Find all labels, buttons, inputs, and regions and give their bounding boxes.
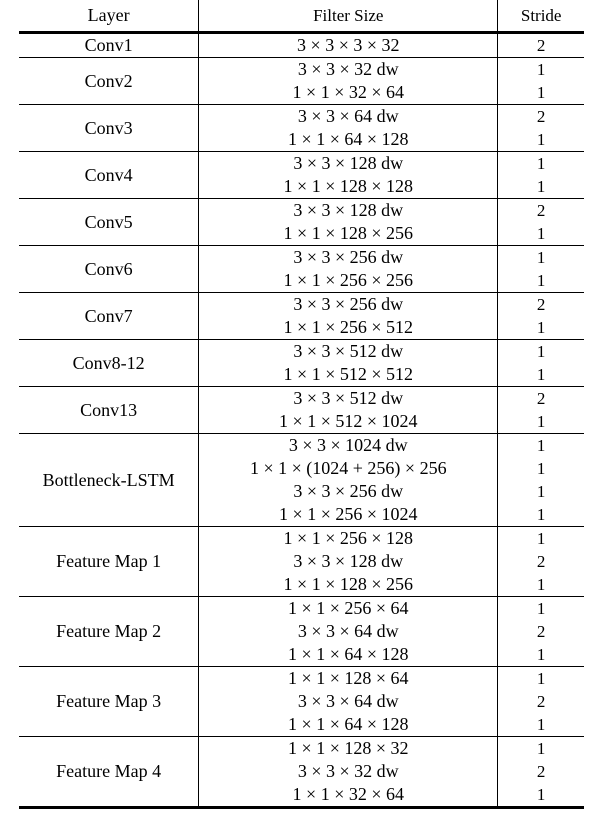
stride-value: 1 bbox=[536, 248, 546, 267]
stride-value: 1 bbox=[536, 482, 546, 501]
stride-cell bbox=[498, 152, 584, 199]
filter-size-cell bbox=[199, 152, 498, 199]
layer-name-cell: Conv2 bbox=[84, 70, 133, 91]
stride-cell bbox=[498, 387, 584, 434]
layer-name-cell: Conv8-12 bbox=[72, 352, 145, 373]
layer-name-cell: Feature Map 2 bbox=[56, 621, 162, 641]
stride-cell bbox=[498, 737, 584, 808]
stride-value: 1 bbox=[536, 505, 546, 524]
filter-size-line: 3 × 3 × 64 dw bbox=[297, 691, 399, 711]
filter-size-line: 1 × 1 × 256 × 512 bbox=[283, 317, 414, 337]
filter-size-line: 3 × 3 × 512 dw bbox=[293, 341, 404, 361]
stride-value: 1 bbox=[536, 436, 546, 455]
stride-cell bbox=[498, 199, 584, 246]
filter-size-cell bbox=[199, 340, 498, 387]
header-layer: Layer bbox=[19, 0, 199, 33]
filter-size-line: 1 × 1 × 512 × 1024 bbox=[279, 411, 418, 431]
stride-value: 1 bbox=[536, 575, 546, 594]
filter-size-cell bbox=[199, 246, 498, 293]
table-container bbox=[19, 0, 584, 809]
filter-size-line: 3 × 3 × 64 dw bbox=[297, 621, 399, 641]
filter-size-cell bbox=[199, 667, 498, 737]
filter-size-line: 3 × 3 × 1024 dw bbox=[288, 435, 408, 455]
table-row bbox=[19, 667, 584, 737]
layer-group bbox=[19, 293, 584, 340]
stride-value: 1 bbox=[536, 271, 546, 290]
stride-cell bbox=[498, 105, 584, 152]
layer-name-cell: Conv3 bbox=[84, 117, 133, 138]
stride-value: 1 bbox=[536, 715, 546, 734]
stride-cell bbox=[498, 527, 584, 597]
table-row bbox=[19, 527, 584, 597]
stride-value: 1 bbox=[536, 412, 546, 431]
filter-size-line: 3 × 3 × 64 dw bbox=[297, 106, 399, 126]
stride-value: 1 bbox=[536, 365, 546, 384]
filter-size-line: 3 × 3 × 32 dw bbox=[297, 761, 399, 781]
layer-name-cell: Conv7 bbox=[84, 305, 133, 326]
stride-value: 2 bbox=[536, 201, 546, 220]
stride-value: 1 bbox=[536, 669, 546, 688]
stride-cell bbox=[498, 434, 584, 527]
stride-value: 1 bbox=[536, 177, 546, 196]
layer-name-cell: Conv5 bbox=[84, 211, 133, 232]
table-row bbox=[19, 105, 584, 152]
table-row bbox=[19, 152, 584, 199]
layer-name-cell: Conv1 bbox=[84, 35, 133, 55]
stride-value: 1 bbox=[536, 130, 546, 149]
layer-group bbox=[19, 33, 584, 58]
filter-size-line: 3 × 3 × 256 dw bbox=[293, 294, 404, 314]
stride-value: 1 bbox=[536, 645, 546, 664]
table-header bbox=[19, 0, 584, 33]
filter-size-cell bbox=[199, 527, 498, 597]
filter-size-cell bbox=[199, 387, 498, 434]
filter-size-line: 1 × 1 × 64 × 128 bbox=[288, 714, 409, 734]
layer-group bbox=[19, 246, 584, 293]
layer-group bbox=[19, 597, 584, 667]
stride-cell bbox=[498, 293, 584, 340]
layer-group bbox=[19, 58, 584, 105]
stride-value: 1 bbox=[536, 83, 546, 102]
filter-size-line: 1 × 1 × 128 × 64 bbox=[288, 668, 409, 688]
table-row bbox=[19, 597, 584, 667]
layer-group bbox=[19, 387, 584, 434]
stride-value: 2 bbox=[536, 107, 546, 126]
stride-value: 1 bbox=[536, 739, 546, 758]
filter-size-line: 3 × 3 × 512 dw bbox=[293, 388, 404, 408]
stride-value: 2 bbox=[536, 295, 546, 314]
stride-cell bbox=[498, 667, 584, 737]
filter-size-line: 3 × 3 × 128 dw bbox=[293, 551, 404, 571]
stride-value: 2 bbox=[536, 389, 546, 408]
layer-name-cell: Conv13 bbox=[80, 399, 138, 420]
stride-cell bbox=[498, 58, 584, 105]
table-row bbox=[19, 33, 584, 58]
filter-size-cell bbox=[199, 737, 498, 808]
layer-name-cell: Feature Map 3 bbox=[56, 691, 162, 711]
stride-value: 1 bbox=[536, 342, 546, 361]
filter-size-line: 1 × 1 × (1024 + 256) × 256 bbox=[249, 458, 447, 478]
layer-group bbox=[19, 667, 584, 737]
table-row bbox=[19, 58, 584, 105]
stride-value: 1 bbox=[536, 599, 546, 618]
layer-group bbox=[19, 199, 584, 246]
stride-value: 2 bbox=[536, 762, 546, 781]
filter-size-line: 1 × 1 × 64 × 128 bbox=[288, 129, 409, 149]
header-filter-size: Filter Size bbox=[199, 0, 498, 33]
filter-size-cell bbox=[199, 33, 498, 58]
filter-size-line: 1 × 1 × 32 × 64 bbox=[292, 82, 405, 102]
filter-size-line: 1 × 1 × 128 × 128 bbox=[283, 176, 414, 196]
stride-cell bbox=[498, 33, 584, 58]
layer-group bbox=[19, 152, 584, 199]
filter-size-line: 1 × 1 × 32 × 64 bbox=[292, 784, 405, 804]
filter-size-line: 3 × 3 × 256 dw bbox=[293, 481, 404, 501]
stride-value: 1 bbox=[536, 224, 546, 243]
filter-size-line: 1 × 1 × 512 × 512 bbox=[283, 364, 414, 384]
filter-size-cell bbox=[199, 199, 498, 246]
filter-size-cell bbox=[199, 293, 498, 340]
stride-cell bbox=[498, 340, 584, 387]
table-row bbox=[19, 387, 584, 434]
filter-size-cell bbox=[199, 434, 498, 527]
layer-name-cell: Feature Map 4 bbox=[56, 761, 162, 781]
stride-cell bbox=[498, 246, 584, 293]
table-row bbox=[19, 293, 584, 340]
layer-name-cell: Conv4 bbox=[84, 164, 133, 185]
filter-size-line: 1 × 1 × 256 × 64 bbox=[288, 598, 409, 618]
filter-size-line: 3 × 3 × 3 × 32 bbox=[297, 35, 400, 55]
layer-group bbox=[19, 105, 584, 152]
filter-size-cell bbox=[199, 105, 498, 152]
table-row bbox=[19, 246, 584, 293]
filter-size-line: 1 × 1 × 256 × 1024 bbox=[279, 504, 418, 524]
table-row bbox=[19, 737, 584, 808]
filter-size-line: 1 × 1 × 128 × 256 bbox=[283, 223, 414, 243]
filter-size-line: 1 × 1 × 256 × 128 bbox=[283, 528, 414, 548]
stride-value: 2 bbox=[536, 36, 546, 55]
layer-name-cell: Bottleneck-LSTM bbox=[42, 469, 175, 490]
filter-size-cell bbox=[199, 58, 498, 105]
layer-group bbox=[19, 340, 584, 387]
header-row bbox=[19, 0, 584, 33]
table-row bbox=[19, 340, 584, 387]
stride-value: 2 bbox=[536, 622, 546, 641]
stride-cell bbox=[498, 597, 584, 667]
filter-size-line: 3 × 3 × 32 dw bbox=[297, 59, 399, 79]
filter-size-line: 1 × 1 × 256 × 256 bbox=[283, 270, 414, 290]
filter-size-cell bbox=[199, 597, 498, 667]
table-row bbox=[19, 434, 584, 527]
stride-value: 1 bbox=[536, 785, 546, 804]
stride-value: 2 bbox=[536, 692, 546, 711]
stride-value: 1 bbox=[536, 318, 546, 337]
layer-group bbox=[19, 737, 584, 808]
filter-size-line: 1 × 1 × 128 × 256 bbox=[283, 574, 414, 594]
stride-value: 1 bbox=[536, 60, 546, 79]
filter-size-line: 1 × 1 × 128 × 32 bbox=[288, 738, 409, 758]
layer-group bbox=[19, 527, 584, 597]
stride-value: 1 bbox=[536, 459, 546, 478]
stride-value: 1 bbox=[536, 154, 546, 173]
header-stride: Stride bbox=[498, 0, 584, 33]
filter-size-line: 3 × 3 × 128 dw bbox=[293, 153, 404, 173]
layer-group bbox=[19, 434, 584, 527]
architecture-table bbox=[19, 0, 584, 809]
filter-size-line: 1 × 1 × 64 × 128 bbox=[288, 644, 409, 664]
layer-name-cell: Conv6 bbox=[84, 258, 133, 279]
filter-size-line: 3 × 3 × 256 dw bbox=[293, 247, 404, 267]
stride-value: 2 bbox=[536, 552, 546, 571]
layer-name-cell: Feature Map 1 bbox=[56, 551, 162, 571]
table-row bbox=[19, 199, 584, 246]
stride-value: 1 bbox=[536, 529, 546, 548]
filter-size-line: 3 × 3 × 128 dw bbox=[293, 200, 404, 220]
